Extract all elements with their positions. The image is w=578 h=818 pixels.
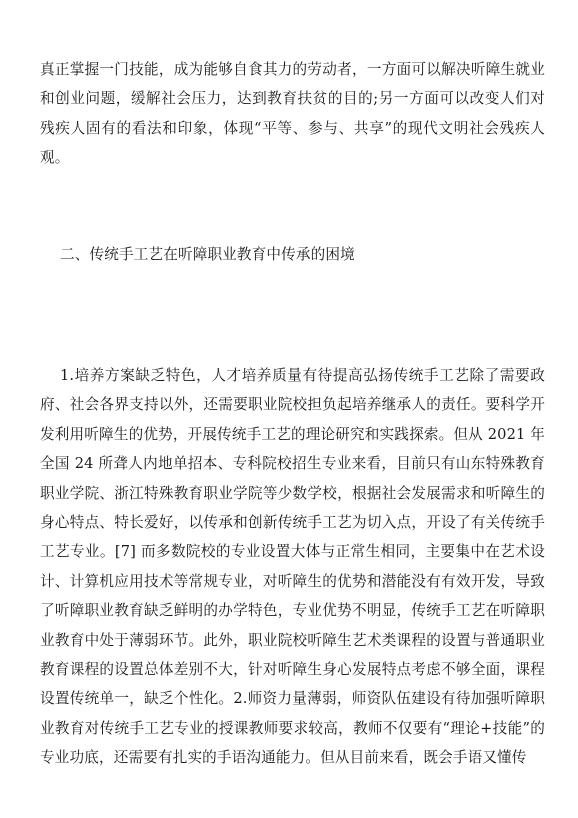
body-paragraph	[40, 55, 545, 173]
section-heading	[60, 240, 545, 269]
paragraph-text: 真正掌握一门技能，成为能够自食其力的劳动者，一方面可以解决听障生就业和创业问题，缓解社会压力，达到教育扶贫的目的;另一方面可以改变人们对残疾人固有的看法和印象，体现“平等、参与、共享”的现代文明社会残疾人观。	[40, 61, 545, 167]
body-paragraph	[40, 361, 545, 773]
section-heading-text: 二、传统手工艺在听障职业教育中传承的困境	[60, 246, 355, 263]
paragraph-text: 1.培养方案缺乏特色，人才培养质量有待提高弘扬传统手工艺除了需要政府、社会各界支持以外，还需要职业院校担负起培养继承人的责任。要科学开发利用听障生的优势，开展传统手工艺的理论研究和实践探索。但从 2021 年全国 24 所聋人内地单招本、专科院校招生专业来看，目前只有山东特殊教育职业学院、浙江特殊教育职业学院等少数学校，根据社会发展需求和听障生的身心特点、特长爱好，以传承和创新传统手工艺为切入点，开设了有关传统手工艺专业。[7] 而多数院校的专业设置大体与正常生相同，主要集中在艺术设计、计算机应用技术等常规专业，对听障生的优势和潜能没有有效开发，导致了听障职业教育缺乏鲜明的办学特色，专业优势不明显，传统手工艺在听障职业教育中处于薄弱环节。此外，职业院校听障生艺术类课程的设置与普通职业教育课程的设置总体差别不大，针对听障生身心发展特点考虑不够全面，课程设置传统单一，缺乏个性化。2.师资力量薄弱，师资队伍建设有待加强听障职业教育对传统手工艺专业的授课教师要求较高，教师不仅要有“理论+技能”的专业功底，还需要有扎实的手语沟通能力。但从目前来看，既会手语又懂传	[40, 367, 545, 767]
